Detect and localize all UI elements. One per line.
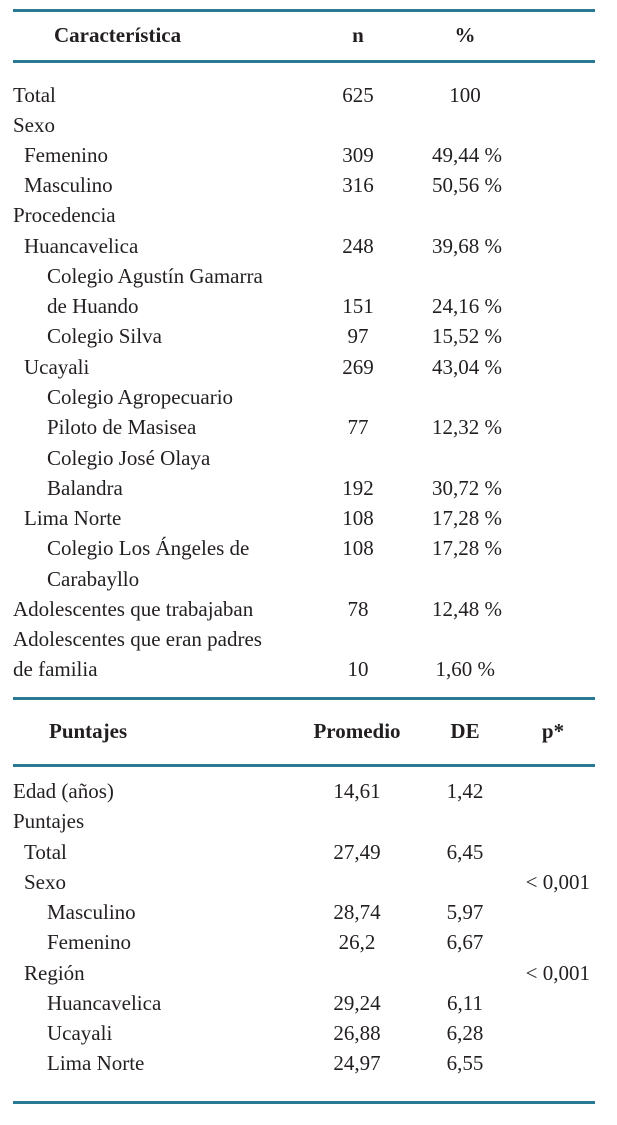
row-pct: 24,16 % [432, 294, 502, 318]
row-sd: 6,28 [446, 1021, 484, 1045]
row-pct: 17,28 % [432, 506, 502, 530]
header-p: p* [541, 719, 565, 743]
row-label: Colegio Agropecuario [47, 385, 234, 409]
row-label: Femenino [47, 930, 131, 954]
row-label: Piloto de Masisea [47, 415, 197, 439]
table-separator-rule [13, 697, 595, 700]
row-n: 77 [347, 415, 369, 439]
row-label: Total [24, 840, 67, 864]
row-pct: 43,04 % [432, 355, 502, 379]
row-n: 78 [347, 597, 369, 621]
row-mean: 14,61 [333, 779, 381, 803]
row-n: 192 [342, 476, 374, 500]
row-n: 108 [342, 536, 374, 560]
header-scores: Puntajes [49, 719, 128, 743]
row-label: de Huando [47, 294, 139, 318]
row-label: Edad (años) [13, 779, 114, 803]
row-mean: 27,49 [333, 840, 381, 864]
row-pct: 15,52 % [432, 324, 502, 348]
row-label: Ucayali [24, 355, 90, 379]
row-label: de familia [13, 657, 98, 681]
row-label: Huancavelica [24, 234, 139, 258]
row-pct: 12,48 % [432, 597, 502, 621]
row-label: Procedencia [13, 203, 116, 227]
header-n: n [352, 23, 364, 47]
row-n: 108 [342, 506, 374, 530]
row-n: 10 [347, 657, 369, 681]
row-label: Colegio Silva [47, 324, 162, 348]
row-label: Balandra [47, 476, 123, 500]
row-pct: 39,68 % [432, 234, 502, 258]
row-mean: 26,88 [333, 1021, 381, 1045]
row-pct: 100 [449, 83, 481, 107]
table2-header-rule [13, 764, 595, 767]
row-sd: 5,97 [446, 900, 484, 924]
row-label: Colegio Los Ángeles de [47, 536, 250, 560]
row-n: 309 [342, 143, 374, 167]
row-label: Puntajes [13, 809, 85, 833]
row-n: 248 [342, 234, 374, 258]
header-mean: Promedio [313, 719, 401, 743]
row-label: Colegio José Olaya [47, 446, 211, 470]
row-sd: 6,11 [447, 991, 483, 1015]
row-label: Sexo [24, 870, 66, 894]
row-label: Colegio Agustín Gamarra [47, 264, 263, 288]
row-label: Masculino [24, 173, 113, 197]
row-label: Sexo [13, 113, 55, 137]
table1-top-rule [13, 9, 595, 12]
row-mean: 24,97 [333, 1051, 381, 1075]
row-label: Región [24, 961, 85, 985]
header-characteristic: Característica [54, 23, 182, 47]
row-label: Carabayllo [47, 567, 140, 591]
header-sd: DE [450, 719, 480, 743]
row-mean: 28,74 [333, 900, 381, 924]
row-label: Masculino [47, 900, 136, 924]
row-sd: 6,45 [446, 840, 484, 864]
row-label: Lima Norte [24, 506, 122, 530]
row-pct: 30,72 % [432, 476, 502, 500]
row-pct: 50,56 % [432, 173, 502, 197]
row-pct: 12,32 % [432, 415, 502, 439]
row-sd: 1,42 [446, 779, 484, 803]
row-sd: 6,55 [446, 1051, 484, 1075]
row-n: 269 [342, 355, 374, 379]
row-p: < 0,001 [525, 961, 590, 985]
row-label: Lima Norte [47, 1051, 145, 1075]
row-label: Total [13, 83, 56, 107]
row-pct: 17,28 % [432, 536, 502, 560]
row-n: 151 [342, 294, 374, 318]
row-label: Adolescentes que eran padres [13, 627, 262, 651]
row-pct: 49,44 % [432, 143, 502, 167]
row-n: 97 [347, 324, 369, 348]
table1-header-rule [13, 60, 595, 63]
row-mean: 29,24 [333, 991, 381, 1015]
row-label: Adolescentes que trabajaban [13, 597, 254, 621]
row-label: Ucayali [47, 1021, 113, 1045]
header-percent: % [454, 23, 476, 47]
table2-bottom-rule [13, 1101, 595, 1104]
row-p: < 0,001 [525, 870, 590, 894]
row-n: 625 [342, 83, 374, 107]
row-label: Femenino [24, 143, 108, 167]
row-sd: 6,67 [446, 930, 484, 954]
row-n: 316 [342, 173, 374, 197]
row-label: Huancavelica [47, 991, 162, 1015]
row-pct: 1,60 % [435, 657, 495, 681]
row-mean: 26,2 [338, 930, 376, 954]
